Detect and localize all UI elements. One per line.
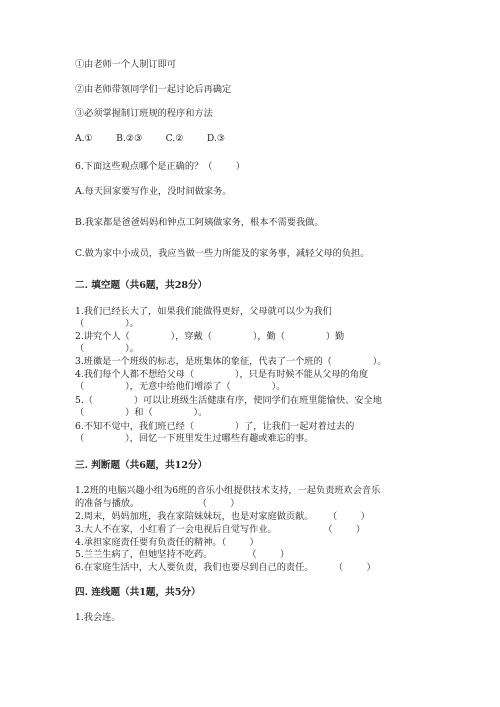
text-line: 的准备与播放。 （ ） <box>75 498 240 509</box>
option-2-text: ②由老师带领同学们一起讨论后再确定 <box>75 84 232 95</box>
text-line: （ ）。 <box>75 343 139 354</box>
answer-c: C.做为家中小成员，我应当做一些力所能及的家务事，减轻父母的负担。 <box>75 248 370 259</box>
section-title: 二. 填空题（共6题，共28分） <box>75 280 208 291</box>
answer-a: A.每天回家要写作业，没时间做家务。 <box>75 186 232 197</box>
section-title: 四. 连线题（共1题，共5分） <box>75 587 201 598</box>
text-line: 5.兰兰生病了，但她坚持不吃药。 （ ） <box>75 549 290 560</box>
answer-b: B.我家都是爸爸妈妈和钟点工阿姨做家务，根本不需要我做。 <box>75 217 324 228</box>
text-line: 3.班徽是一个班级的标志，是班集体的象征，代表了一个班的（ ）。 <box>75 356 387 367</box>
text-line: 4.承担家庭责任要有负责任的精神。（ ） <box>75 537 259 548</box>
text-line: 4.我们每个人都不想给父母（ ），只是有时候不能从父母的角度 <box>75 369 369 380</box>
text-line: （ ）。 <box>75 318 139 329</box>
text-line: 5.（ ）可以让班级生活健康有序，使同学们在班里能愉快、安全地 <box>75 395 382 406</box>
choices-line: A.① B.②③ C.② D.③ <box>75 133 226 144</box>
text-line: 1.2班的电脑兴趣小组为6班的音乐小组提供技术支持，一起负责班欢会音乐 <box>75 485 381 496</box>
text-line: 6.不知不觉中，我们班已经（ ）了，让我们一起对着过去的 <box>75 421 355 432</box>
section-title: 三. 判断题（共6题，共12分） <box>75 460 208 471</box>
question-text: 6.下面这些观点哪个是正确的？（ ） <box>75 161 245 172</box>
text-line: 6.在家庭生活中，大人要负责，我们也要尽到自己的责任。 （ ） <box>75 562 376 573</box>
text-line: （ ），回忆一下班里发生过哪些有趣或难忘的事。 <box>75 433 314 444</box>
option-1-text: ①由老师一个人制订即可 <box>75 59 177 70</box>
text-line: 2.周末，妈妈加班，我在家陪妹妹玩，也是对家庭做贡献。 （ ） <box>75 511 370 522</box>
text-line: 3.大人不在家，小红看了一会电视后自觉写作业。 （ ） <box>75 524 366 535</box>
text-line: 1.我会连。 <box>75 612 121 623</box>
text-line: （ ）和（ ）。 <box>75 407 208 418</box>
text-line: 2.讲究个人（ ），穿戴（ ），勤（ ）勤 <box>75 331 345 342</box>
option-3-text: ③必须掌握制订班规的程序和方法 <box>75 108 213 119</box>
text-line: 1.我们已经长大了，如果我们能做得更好，父母就可以少为我们 <box>75 306 332 317</box>
text-line: （ ），无意中给他们增添了（ ）。 <box>75 381 286 392</box>
